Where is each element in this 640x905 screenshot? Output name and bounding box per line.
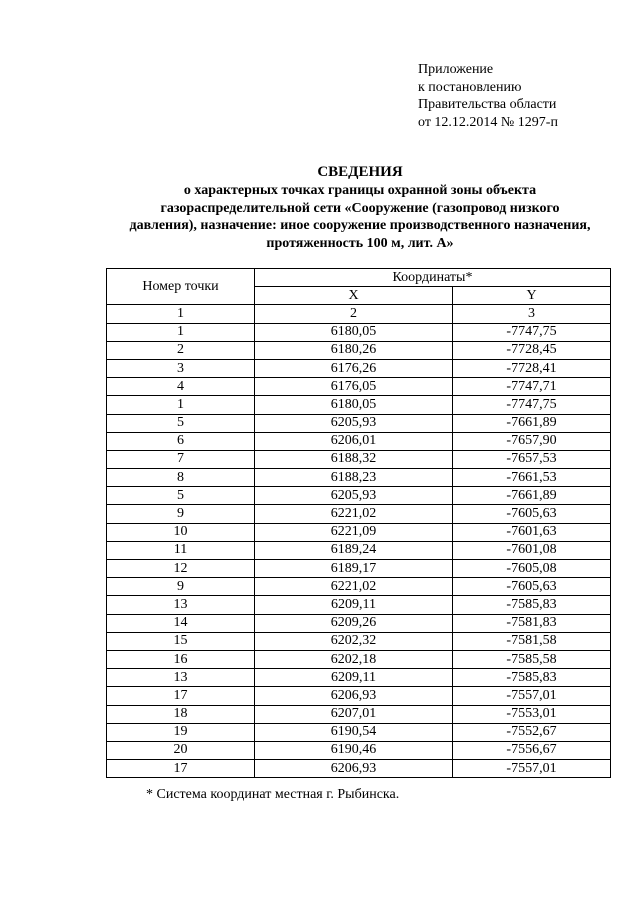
x-coordinate-cell: 6180,05 (255, 396, 453, 414)
point-number-cell: 13 (107, 669, 255, 687)
x-coordinate-cell: 6176,05 (255, 378, 453, 396)
subtitle-line: о характерных точках границы охранной зоны объекта (183, 183, 537, 198)
column-number: 1 (107, 305, 255, 323)
table-row (107, 323, 611, 341)
table-row (107, 487, 611, 505)
point-number-cell: 8 (107, 469, 255, 487)
table-row (107, 469, 611, 487)
y-coordinate-cell: -7657,90 (453, 432, 611, 450)
table-row (107, 541, 611, 559)
footnote: * Система координат местная г. Рыбинска. (146, 787, 400, 802)
x-coordinate-cell: 6188,32 (255, 450, 453, 468)
document-heading (96, 163, 624, 252)
table-row (107, 760, 611, 778)
y-coordinate-cell: -7605,63 (453, 578, 611, 596)
table-row (107, 359, 611, 377)
y-coordinate-cell: -7728,41 (453, 359, 611, 377)
point-number-cell: 9 (107, 578, 255, 596)
annex-block (418, 61, 558, 131)
x-coordinate-cell: 6202,18 (255, 650, 453, 668)
x-coordinate-cell: 6209,11 (255, 669, 453, 687)
table-row (107, 432, 611, 450)
x-coordinate-cell: 6202,32 (255, 632, 453, 650)
header-point-number: Номер точки (107, 269, 255, 305)
x-coordinate-cell: 6188,23 (255, 469, 453, 487)
table-row (107, 741, 611, 759)
x-coordinate-cell: 6221,02 (255, 505, 453, 523)
table-row (107, 341, 611, 359)
y-coordinate-cell: -7661,53 (453, 469, 611, 487)
x-coordinate-cell: 6221,09 (255, 523, 453, 541)
x-coordinate-cell: 6190,54 (255, 723, 453, 741)
x-coordinate-cell: 6190,46 (255, 741, 453, 759)
table-row (107, 632, 611, 650)
table-row (107, 560, 611, 578)
x-coordinate-cell: 6207,01 (255, 705, 453, 723)
y-coordinate-cell: -7605,08 (453, 560, 611, 578)
table-row (107, 396, 611, 414)
subtitle-line: газораспределительной сети «Сооружение (газопровод низкого (160, 200, 560, 216)
point-number-cell: 20 (107, 741, 255, 759)
y-coordinate-cell: -7585,83 (453, 669, 611, 687)
y-coordinate-cell: -7601,08 (453, 541, 611, 559)
point-number-cell: 10 (107, 523, 255, 541)
y-coordinate-cell: -7728,45 (453, 341, 611, 359)
header-x: X (255, 287, 453, 305)
y-coordinate-cell: -7557,01 (453, 687, 611, 705)
document-title: СВЕДЕНИЯ (317, 164, 403, 180)
point-number-cell: 1 (107, 396, 255, 414)
y-coordinate-cell: -7585,58 (453, 650, 611, 668)
x-coordinate-cell: 6205,93 (255, 414, 453, 432)
y-coordinate-cell: -7585,83 (453, 596, 611, 614)
column-number: 2 (255, 305, 453, 323)
point-number-cell: 12 (107, 560, 255, 578)
table-row (107, 414, 611, 432)
y-coordinate-cell: -7661,89 (453, 487, 611, 505)
y-coordinate-cell: -7661,89 (453, 414, 611, 432)
point-number-cell: 1 (107, 323, 255, 341)
y-coordinate-cell: -7657,53 (453, 450, 611, 468)
x-coordinate-cell: 6176,26 (255, 359, 453, 377)
point-number-cell: 5 (107, 414, 255, 432)
subtitle-line: протяженность 100 м, лит. А» (266, 235, 454, 251)
point-number-cell: 9 (107, 505, 255, 523)
point-number-cell: 11 (107, 541, 255, 559)
point-number-cell: 17 (107, 687, 255, 705)
y-coordinate-cell: -7747,75 (453, 323, 611, 341)
table-row (107, 705, 611, 723)
header-y: Y (453, 287, 611, 305)
y-coordinate-cell: -7553,01 (453, 705, 611, 723)
point-number-cell: 14 (107, 614, 255, 632)
table-row (107, 578, 611, 596)
x-coordinate-cell: 6180,26 (255, 341, 453, 359)
table-row (107, 450, 611, 468)
point-number-cell: 6 (107, 432, 255, 450)
x-coordinate-cell: 6205,93 (255, 487, 453, 505)
y-coordinate-cell: -7552,67 (453, 723, 611, 741)
x-coordinate-cell: 6180,05 (255, 323, 453, 341)
point-number-cell: 18 (107, 705, 255, 723)
y-coordinate-cell: -7556,67 (453, 741, 611, 759)
x-coordinate-cell: 6206,93 (255, 687, 453, 705)
annex-line: Правительства области (418, 97, 557, 112)
subtitle-line: давления), назначение: иное сооружение производственного назначения, (129, 218, 591, 233)
table-row (107, 596, 611, 614)
y-coordinate-cell: -7747,71 (453, 378, 611, 396)
y-coordinate-cell: -7557,01 (453, 760, 611, 778)
x-coordinate-cell: 6221,02 (255, 578, 453, 596)
annex-line: Приложение (418, 62, 494, 77)
x-coordinate-cell: 6189,24 (255, 541, 453, 559)
y-coordinate-cell: -7747,75 (453, 396, 611, 414)
x-coordinate-cell: 6189,17 (255, 560, 453, 578)
table-row (107, 523, 611, 541)
annex-line: к постановлению (418, 79, 522, 95)
table-row (107, 650, 611, 668)
point-number-cell: 4 (107, 378, 255, 396)
column-number: 3 (453, 305, 611, 323)
table-row (107, 614, 611, 632)
table-row (107, 505, 611, 523)
header-coordinates: Координаты* (255, 269, 611, 287)
annex-line: от 12.12.2014 № 1297-п (418, 114, 558, 130)
x-coordinate-cell: 6206,93 (255, 760, 453, 778)
point-number-cell: 13 (107, 596, 255, 614)
column-number-row (107, 305, 611, 323)
point-number-cell: 17 (107, 760, 255, 778)
y-coordinate-cell: -7581,83 (453, 614, 611, 632)
point-number-cell: 16 (107, 650, 255, 668)
point-number-cell: 7 (107, 450, 255, 468)
table-row (107, 723, 611, 741)
point-number-cell: 2 (107, 341, 255, 359)
x-coordinate-cell: 6209,26 (255, 614, 453, 632)
point-number-cell: 5 (107, 487, 255, 505)
point-number-cell: 15 (107, 632, 255, 650)
table-row (107, 687, 611, 705)
y-coordinate-cell: -7605,63 (453, 505, 611, 523)
x-coordinate-cell: 6206,01 (255, 432, 453, 450)
point-number-cell: 3 (107, 359, 255, 377)
table-row (107, 378, 611, 396)
table-header-row (107, 269, 611, 287)
coordinates-table (106, 268, 611, 778)
table-row (107, 669, 611, 687)
y-coordinate-cell: -7601,63 (453, 523, 611, 541)
point-number-cell: 19 (107, 723, 255, 741)
x-coordinate-cell: 6209,11 (255, 596, 453, 614)
y-coordinate-cell: -7581,58 (453, 632, 611, 650)
